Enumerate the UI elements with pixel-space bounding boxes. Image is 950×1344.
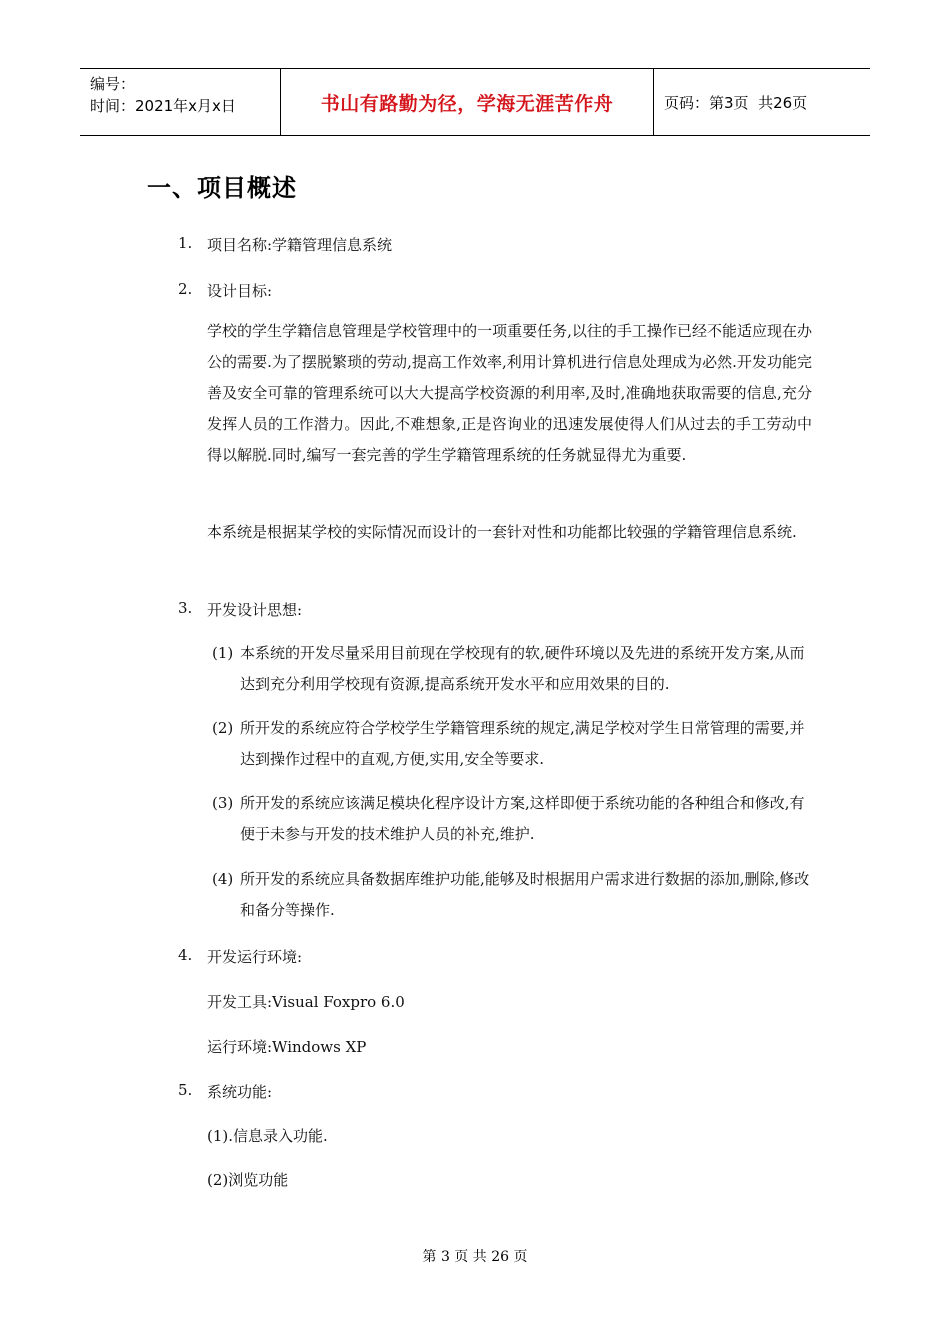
design-goal-paragraph-1: 学校的学生学籍信息管理是学校管理中的一项重要任务,以往的手工操作已经不能适应现在办公的需要.为了摆脱繁琐的劳动,提高工作效率,利用计算机进行信息处理成为必然.开发功能完善及安全可靠的管理系统可以大大提高学校资源的利用率,及时,准确地获取需要的信息,充分发挥人员的工作潜力。因此,不难想象,正是咨询业的迅速发展使得人们从过去的手工劳动中得以解脱.同时,编写一套完善的学生学籍管理系统的任务就显得尤为重要.	[207, 322, 812, 464]
header-page-info	[654, 69, 870, 135]
design-goal-paragraph-2: 本系统是根据某学校的实际情况而设计的一套针对性和功能都比较强的学籍管理信息系统.	[207, 523, 797, 541]
page-footer: 第 3 页 共 26 页	[422, 1249, 528, 1265]
runtime-env: 运行环境:Windows XP	[207, 1038, 367, 1056]
point-marker: (4)	[212, 870, 234, 888]
header-page-info-text: 页码：第3页 共26页	[664, 93, 808, 112]
point-text: 所开发的系统应符合学校学生学籍管理系统的规定,满足学校对学生日常管理的需要,并达到操作过程中的直观,方便,实用,安全等要求.	[240, 719, 805, 768]
header-meta	[80, 69, 281, 135]
point-marker: (2)	[212, 719, 234, 737]
dev-tool: 开发工具:Visual Foxpro 6.0	[207, 993, 405, 1011]
design-idea-point-3	[212, 788, 812, 850]
item-number: 4.	[178, 946, 193, 964]
point-text: 本系统的开发尽量采用目前现在学校现有的软,硬件环境以及先进的系统开发方案,从而达到充分利用学校现有资源,提高系统开发水平和应用效果的目的.	[240, 644, 805, 693]
item-design-goal: 设计目标:	[207, 282, 273, 300]
header-time-label: 时间：2021年x月x日	[90, 97, 236, 115]
item-project-name: 项目名称:学籍管理信息系统	[207, 236, 393, 254]
item-design-idea: 开发设计思想:	[207, 601, 303, 619]
item-number: 2.	[178, 280, 193, 298]
header-number-label: 编号：	[90, 75, 136, 93]
item-system-functions: 系统功能:	[207, 1083, 273, 1101]
function-browse: (2)浏览功能	[207, 1171, 289, 1189]
point-text: 所开发的系统应具备数据库维护功能,能够及时根据用户需求进行数据的添加,删除,修改和备分等操作.	[240, 870, 810, 919]
document-header	[80, 68, 870, 136]
function-info-entry: (1).信息录入功能.	[207, 1127, 328, 1145]
point-text: 所开发的系统应该满足模块化程序设计方案,这样即便于系统功能的各种组合和修改,有便于未参与开发的技术维护人员的补充,维护.	[240, 794, 805, 843]
item-number: 1.	[178, 234, 193, 252]
item-number: 3.	[178, 599, 193, 617]
design-idea-point-4	[212, 864, 812, 926]
header-motto: 书山有路勤为径，学海无涯苦作舟	[281, 69, 654, 135]
point-marker: (1)	[212, 644, 234, 662]
item-number: 5.	[178, 1081, 193, 1099]
section-title: 一、项目概述	[147, 174, 297, 202]
point-marker: (3)	[212, 794, 234, 812]
item-environment: 开发运行环境:	[207, 948, 303, 966]
design-idea-point-1	[212, 638, 812, 700]
design-idea-point-2	[212, 713, 812, 775]
